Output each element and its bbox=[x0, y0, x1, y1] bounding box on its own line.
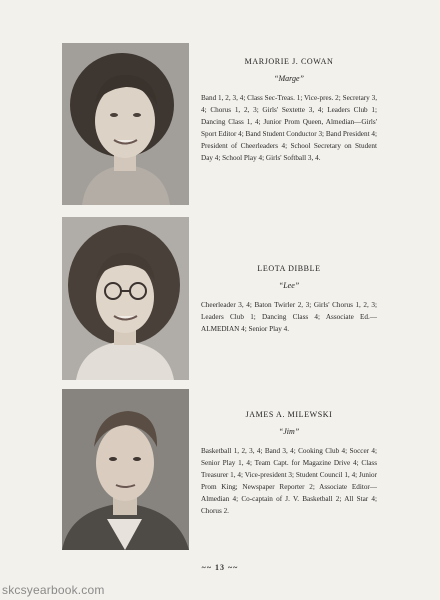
senior-activities: Basketball 1, 2, 3, 4; Band 3, 4; Cooking Club 4; Soccer 4; Senior Play 1, 4; Team Capt. for Magazine Drive 4; Class Treasurer 1, 4; Vice-president 3; Student Council 1, 4; Junior Prom King; Newspaper Reporter 2; Associate Editor—Almedian 4; Co-captain of J. V. Basketball 2; All Star 4; Chorus 2. bbox=[201, 447, 377, 515]
senior-name: MARJORIE J. COWAN bbox=[244, 57, 334, 66]
page-number: ~~ 13 ~~ bbox=[201, 563, 239, 572]
senior-portrait-photo bbox=[62, 389, 189, 550]
site-watermark: skcsyearbook.com bbox=[2, 583, 105, 597]
senior-name: LEOTA DIBBLE bbox=[257, 264, 321, 273]
senior-activities: Cheerleader 3, 4; Baton Twirler 2, 3; Girls' Chorus 1, 2, 3; Leaders Club 1; Dancing Class 4; Associate Ed.—ALMEDIAN 4; Senior Play 4. bbox=[201, 301, 377, 333]
senior-portrait-photo bbox=[62, 43, 189, 205]
senior-nickname: “Marge” bbox=[274, 74, 304, 83]
senior-portrait-photo bbox=[62, 217, 189, 380]
senior-nickname: “Lee” bbox=[278, 281, 300, 290]
senior-name: JAMES A. MILEWSKI bbox=[245, 410, 333, 419]
senior-nickname: “Jim” bbox=[278, 427, 300, 436]
senior-activities: Band 1, 2, 3, 4; Class Sec-Treas. 1; Vice-pres. 2; Secretary 3, 4; Chorus 1, 2, 3; Girls' Sextette 3, 4; Leaders Club 1; Dancing Class 1, 4; Junior Prom Queen, Almedian—Girls' Sport Editor 4; Band Student Conductor 3; Band President 4; President of Cheerleaders 4; School Secretary on Student Day 4; School Play 4; Girls' Softball 3, 4. bbox=[201, 94, 377, 162]
